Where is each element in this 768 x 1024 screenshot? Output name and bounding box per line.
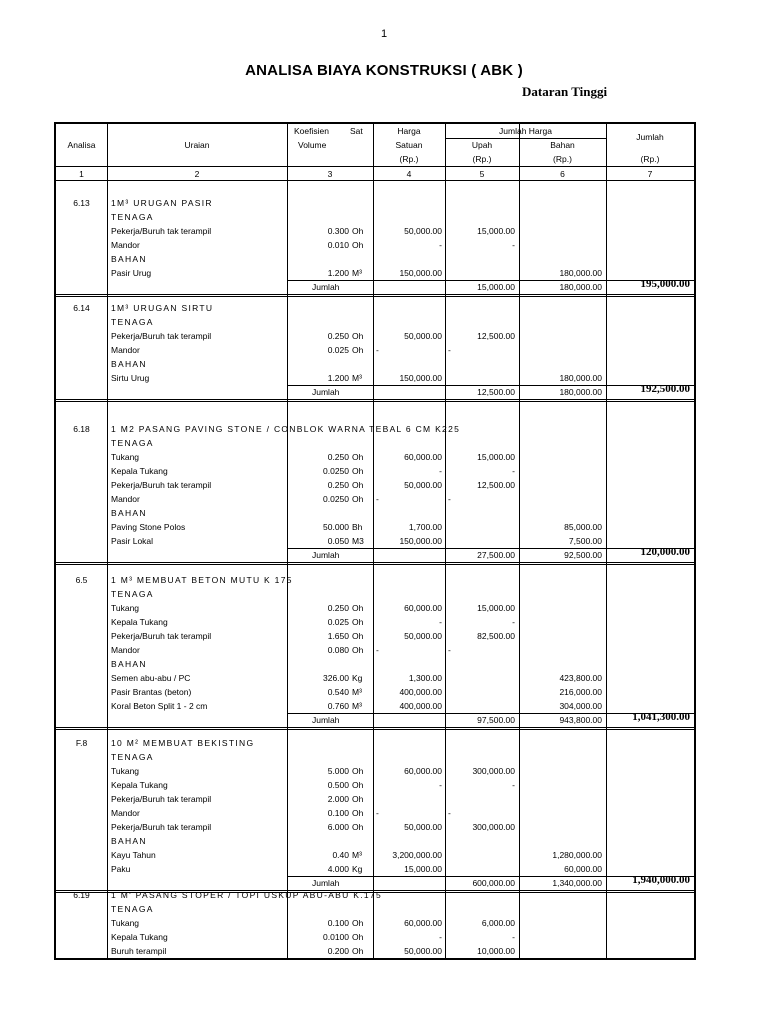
- item-description: Pekerja/Buruh tak terampil: [111, 226, 212, 236]
- category-label: TENAGA: [111, 589, 154, 599]
- harga-satuan-value: 150,000.00: [399, 268, 442, 278]
- jumlah-label: Jumlah: [312, 387, 340, 397]
- header-bahan-unit: (Rp.): [553, 154, 572, 164]
- item-description: Mandor: [111, 808, 140, 818]
- item-description: Semen abu-abu / PC: [111, 673, 191, 683]
- item-description: Pasir Lokal: [111, 536, 154, 546]
- harga-satuan-value: 50,000.00: [404, 480, 442, 490]
- col-number: 2: [194, 169, 200, 179]
- upah-value: 15,000.00: [477, 226, 515, 236]
- page-number: 1: [380, 28, 388, 40]
- unit-value: M³: [352, 373, 362, 383]
- harga-satuan-value: -: [376, 345, 379, 355]
- unit-value: Oh: [352, 603, 364, 613]
- harga-satuan-value: 400,000.00: [399, 701, 442, 711]
- category-label: BAHAN: [111, 508, 147, 518]
- header-harga: Harga: [397, 126, 421, 136]
- section-divider: [56, 729, 694, 730]
- section-divider: [56, 727, 694, 728]
- harga-satuan-value: -: [376, 808, 379, 818]
- upah-value: -: [512, 617, 515, 627]
- header-bahan: Bahan: [550, 140, 575, 150]
- col-number: 6: [560, 169, 565, 179]
- analisa-code: 6.18: [73, 424, 90, 434]
- total-jumlah: 1,041,300.00: [632, 711, 690, 723]
- unit-value: Oh: [352, 780, 364, 790]
- section-divider: [56, 564, 694, 565]
- col-number: 1: [79, 169, 84, 179]
- upah-value: -: [448, 345, 451, 355]
- item-description: Kepala Tukang: [111, 932, 168, 942]
- koefisien-value: 0.500: [327, 780, 349, 790]
- koefisien-value: 6.000: [327, 822, 349, 832]
- total-jumlah: 120,000.00: [640, 546, 690, 558]
- harga-satuan-value: 400,000.00: [399, 687, 442, 697]
- unit-value: Oh: [352, 240, 364, 250]
- section-title: 1 M' PASANG STOPER / TOPI USKUP ABU-ABU K.175: [111, 890, 382, 900]
- item-description: Mandor: [111, 345, 140, 355]
- analisa-code: 6.5: [75, 575, 88, 585]
- category-label: TENAGA: [111, 904, 154, 914]
- item-description: Tukang: [111, 452, 140, 462]
- harga-satuan-value: 3,200,000.00: [392, 850, 442, 860]
- analisa-code: 6.13: [73, 198, 90, 208]
- total-jumlah: 192,500.00: [640, 383, 690, 395]
- koefisien-value: 0.300: [327, 226, 349, 236]
- section-divider: [56, 296, 694, 297]
- total-upah: 97,500.00: [477, 715, 515, 725]
- unit-value: Oh: [352, 631, 364, 641]
- section-divider: [56, 399, 694, 400]
- harga-satuan-value: -: [439, 780, 442, 790]
- section-title: 10 M² MEMBUAT BEKISTING: [111, 738, 255, 748]
- col-line: [606, 124, 607, 958]
- koefisien-value: 1.650: [327, 631, 349, 641]
- item-description: Kepala Tukang: [111, 780, 168, 790]
- item-description: Pekerja/Buruh tak terampil: [111, 631, 212, 641]
- unit-value: Oh: [352, 918, 364, 928]
- total-jumlah: 195,000.00: [640, 278, 690, 290]
- item-description: Pasir Brantas (beton): [111, 687, 192, 697]
- section-title: 1 M³ MEMBUAT BETON MUTU K 175: [111, 575, 293, 585]
- document-title: ANALISA BIAYA KONSTRUKSI ( ABK ): [245, 62, 523, 79]
- item-description: Buruh terampil: [111, 946, 167, 956]
- total-upah: 27,500.00: [477, 550, 515, 560]
- unit-value: Oh: [352, 932, 364, 942]
- harga-satuan-value: 50,000.00: [404, 946, 442, 956]
- upah-value: 15,000.00: [477, 603, 515, 613]
- category-label: BAHAN: [111, 254, 147, 264]
- unit-value: Oh: [352, 808, 364, 818]
- col-number: 3: [327, 169, 333, 179]
- item-description: Sirtu Urug: [111, 373, 150, 383]
- koefisien-value: 0.010: [327, 240, 349, 250]
- bahan-value: 180,000.00: [559, 268, 602, 278]
- bahan-value: 304,000.00: [559, 701, 602, 711]
- item-description: Kepala Tukang: [111, 466, 168, 476]
- total-bahan: 1,340,000.00: [552, 878, 602, 888]
- unit-value: Oh: [352, 345, 364, 355]
- koefisien-value: 1.200: [327, 373, 349, 383]
- koefisien-value: 5.000: [327, 766, 349, 776]
- unit-value: Bh: [352, 522, 363, 532]
- header-upah-unit: (Rp.): [472, 154, 492, 164]
- total-upah: 12,500.00: [477, 387, 515, 397]
- unit-value: Kg: [352, 864, 363, 874]
- koefisien-value: 0.250: [327, 603, 349, 613]
- section-divider: [56, 401, 694, 402]
- jumlah-label: Jumlah: [312, 282, 340, 292]
- header-uraian: Uraian: [184, 140, 210, 150]
- koefisien-value: 0.40: [332, 850, 349, 860]
- bahan-value: 60,000.00: [564, 864, 602, 874]
- harga-satuan-value: 1,700.00: [408, 522, 442, 532]
- upah-value: -: [512, 466, 515, 476]
- item-description: Tukang: [111, 918, 140, 928]
- header-upah: Upah: [471, 140, 493, 150]
- koefisien-value: 326.00: [323, 673, 349, 683]
- bahan-value: 1,280,000.00: [552, 850, 602, 860]
- upah-value: 12,500.00: [477, 480, 515, 490]
- koefisien-value: 0.250: [327, 480, 349, 490]
- upah-value: 12,500.00: [477, 331, 515, 341]
- unit-value: M³: [352, 850, 362, 860]
- harga-satuan-value: 15,000.00: [404, 864, 442, 874]
- item-description: Pekerja/Buruh tak terampil: [111, 331, 212, 341]
- category-label: TENAGA: [111, 317, 154, 327]
- harga-satuan-value: 60,000.00: [404, 603, 442, 613]
- koefisien-value: 0.0100: [323, 932, 349, 942]
- unit-value: Oh: [352, 452, 364, 462]
- category-label: TENAGA: [111, 438, 154, 448]
- jumlah-label: Jumlah: [312, 715, 340, 725]
- upah-value: -: [448, 645, 451, 655]
- item-description: Mandor: [111, 240, 140, 250]
- header-divider: [56, 166, 694, 167]
- col-number: 5: [479, 169, 485, 179]
- upah-value: 300,000.00: [472, 766, 515, 776]
- harga-satuan-value: 60,000.00: [404, 452, 442, 462]
- upah-value: -: [512, 240, 515, 250]
- item-description: Kayu Tahun: [111, 850, 156, 860]
- koefisien-value: 50.000: [323, 522, 349, 532]
- item-description: Pekerja/Buruh tak terampil: [111, 794, 212, 804]
- unit-value: Oh: [352, 494, 364, 504]
- section-title: 1 M2 PASANG PAVING STONE / CONBLOK WARNA TEBAL 6 CM K225: [111, 424, 461, 434]
- harga-satuan-value: 150,000.00: [399, 536, 442, 546]
- analisa-code: 6.19: [73, 890, 90, 900]
- number-row-divider: [56, 180, 694, 181]
- item-description: Tukang: [111, 603, 140, 613]
- harga-satuan-value: -: [439, 466, 442, 476]
- harga-satuan-value: -: [439, 240, 442, 250]
- bahan-value: 180,000.00: [559, 373, 602, 383]
- koefisien-value: 0.250: [327, 452, 349, 462]
- unit-value: Oh: [352, 480, 364, 490]
- col-number: 4: [406, 169, 412, 179]
- koefisien-value: 4.000: [327, 864, 349, 874]
- header-volume: Volume: [298, 140, 327, 150]
- upah-value: 10,000.00: [477, 946, 515, 956]
- upah-value: -: [512, 932, 515, 942]
- item-description: Kepala Tukang: [111, 617, 168, 627]
- harga-satuan-value: 60,000.00: [404, 918, 442, 928]
- item-description: Mandor: [111, 494, 140, 504]
- upah-value: 82,500.00: [477, 631, 515, 641]
- category-label: TENAGA: [111, 752, 154, 762]
- upah-value: -: [448, 808, 451, 818]
- cost-analysis-table: [54, 122, 696, 960]
- total-bahan: 92,500.00: [564, 550, 602, 560]
- header-analisa: Analisa: [67, 140, 96, 150]
- jumlah-label: Jumlah: [312, 878, 340, 888]
- upah-value: 300,000.00: [472, 822, 515, 832]
- category-label: TENAGA: [111, 212, 154, 222]
- unit-value: M3: [352, 536, 364, 546]
- unit-value: M³: [352, 687, 362, 697]
- section-divider: [56, 562, 694, 563]
- category-label: BAHAN: [111, 359, 147, 369]
- harga-satuan-value: 50,000.00: [404, 822, 442, 832]
- koefisien-value: 0.540: [327, 687, 349, 697]
- harga-satuan-value: 50,000.00: [404, 226, 442, 236]
- col-number: 7: [647, 169, 653, 179]
- header-jumlah-harga: Jumlah Harga: [499, 126, 552, 136]
- koefisien-value: 0.100: [327, 808, 349, 818]
- harga-satuan-value: 60,000.00: [404, 766, 442, 776]
- item-description: Pekerja/Buruh tak terampil: [111, 480, 212, 490]
- bahan-value: 85,000.00: [564, 522, 602, 532]
- upah-value: -: [512, 780, 515, 790]
- koefisien-value: 0.760: [327, 701, 349, 711]
- header-sat: Sat: [350, 126, 363, 136]
- unit-value: Oh: [352, 766, 364, 776]
- unit-value: Oh: [352, 466, 364, 476]
- category-label: BAHAN: [111, 659, 147, 669]
- col-line: [107, 124, 108, 958]
- unit-value: Oh: [352, 226, 364, 236]
- harga-satuan-value: -: [376, 645, 379, 655]
- item-description: Pekerja/Buruh tak terampil: [111, 822, 212, 832]
- header-koefisien: Koefisien: [294, 126, 329, 136]
- unit-value: M³: [352, 268, 362, 278]
- koefisien-value: 0.250: [327, 331, 349, 341]
- upah-value: 15,000.00: [477, 452, 515, 462]
- unit-value: Oh: [352, 617, 364, 627]
- section-title: 1M³ URUGAN PASIR: [111, 198, 213, 208]
- section-divider: [56, 294, 694, 295]
- koefisien-value: 0.025: [327, 345, 349, 355]
- bahan-value: 423,800.00: [559, 673, 602, 683]
- upah-value: -: [448, 494, 451, 504]
- document-subtitle: Dataran Tinggi: [522, 84, 608, 99]
- header-satuan: Satuan: [395, 140, 423, 150]
- koefisien-value: 0.0250: [323, 494, 349, 504]
- harga-satuan-value: -: [439, 617, 442, 627]
- item-description: Paku: [111, 864, 131, 874]
- item-description: Pasir Urug: [111, 268, 152, 278]
- unit-value: Kg: [352, 673, 363, 683]
- harga-satuan-value: -: [439, 932, 442, 942]
- item-description: Koral Beton Split 1 - 2 cm: [111, 701, 208, 711]
- harga-satuan-value: 50,000.00: [404, 631, 442, 641]
- header-harga-unit: (Rp.): [399, 154, 419, 164]
- koefisien-value: 2.000: [327, 794, 349, 804]
- upah-value: 6,000.00: [481, 918, 515, 928]
- total-upah: 600,000.00: [472, 878, 515, 888]
- koefisien-value: 0.100: [327, 918, 349, 928]
- unit-value: Oh: [352, 946, 364, 956]
- koefisien-value: 1.200: [327, 268, 349, 278]
- unit-value: Oh: [352, 822, 364, 832]
- total-bahan: 180,000.00: [559, 282, 602, 292]
- bahan-value: 7,500.00: [568, 536, 602, 546]
- total-jumlah: 1,940,000.00: [632, 874, 690, 886]
- total-upah: 15,000.00: [477, 282, 515, 292]
- item-description: Paving Stone Polos: [111, 522, 186, 532]
- header-jumlah-unit: (Rp.): [640, 154, 660, 164]
- koefisien-value: 0.050: [327, 536, 349, 546]
- harga-satuan-value: 1,300.00: [408, 673, 442, 683]
- koefisien-value: 0.200: [327, 946, 349, 956]
- harga-satuan-value: -: [376, 494, 379, 504]
- koefisien-value: 0.025: [327, 617, 349, 627]
- koefisien-value: 0.080: [327, 645, 349, 655]
- total-bahan: 180,000.00: [559, 387, 602, 397]
- header-jumlah: Jumlah: [636, 132, 664, 142]
- unit-value: Oh: [352, 331, 364, 341]
- harga-satuan-value: 150,000.00: [399, 373, 442, 383]
- total-bahan: 943,800.00: [559, 715, 602, 725]
- item-description: Tukang: [111, 766, 140, 776]
- item-description: Mandor: [111, 645, 140, 655]
- analisa-code: 6.14: [73, 303, 90, 313]
- unit-value: Oh: [352, 645, 364, 655]
- unit-value: Oh: [352, 794, 364, 804]
- harga-satuan-value: 50,000.00: [404, 331, 442, 341]
- unit-value: M³: [352, 701, 362, 711]
- category-label: BAHAN: [111, 836, 147, 846]
- analisa-code: F.8: [75, 738, 88, 748]
- bahan-value: 216,000.00: [559, 687, 602, 697]
- koefisien-value: 0.0250: [323, 466, 349, 476]
- jumlah-label: Jumlah: [312, 550, 340, 560]
- section-title: 1M³ URUGAN SIRTU: [111, 303, 214, 313]
